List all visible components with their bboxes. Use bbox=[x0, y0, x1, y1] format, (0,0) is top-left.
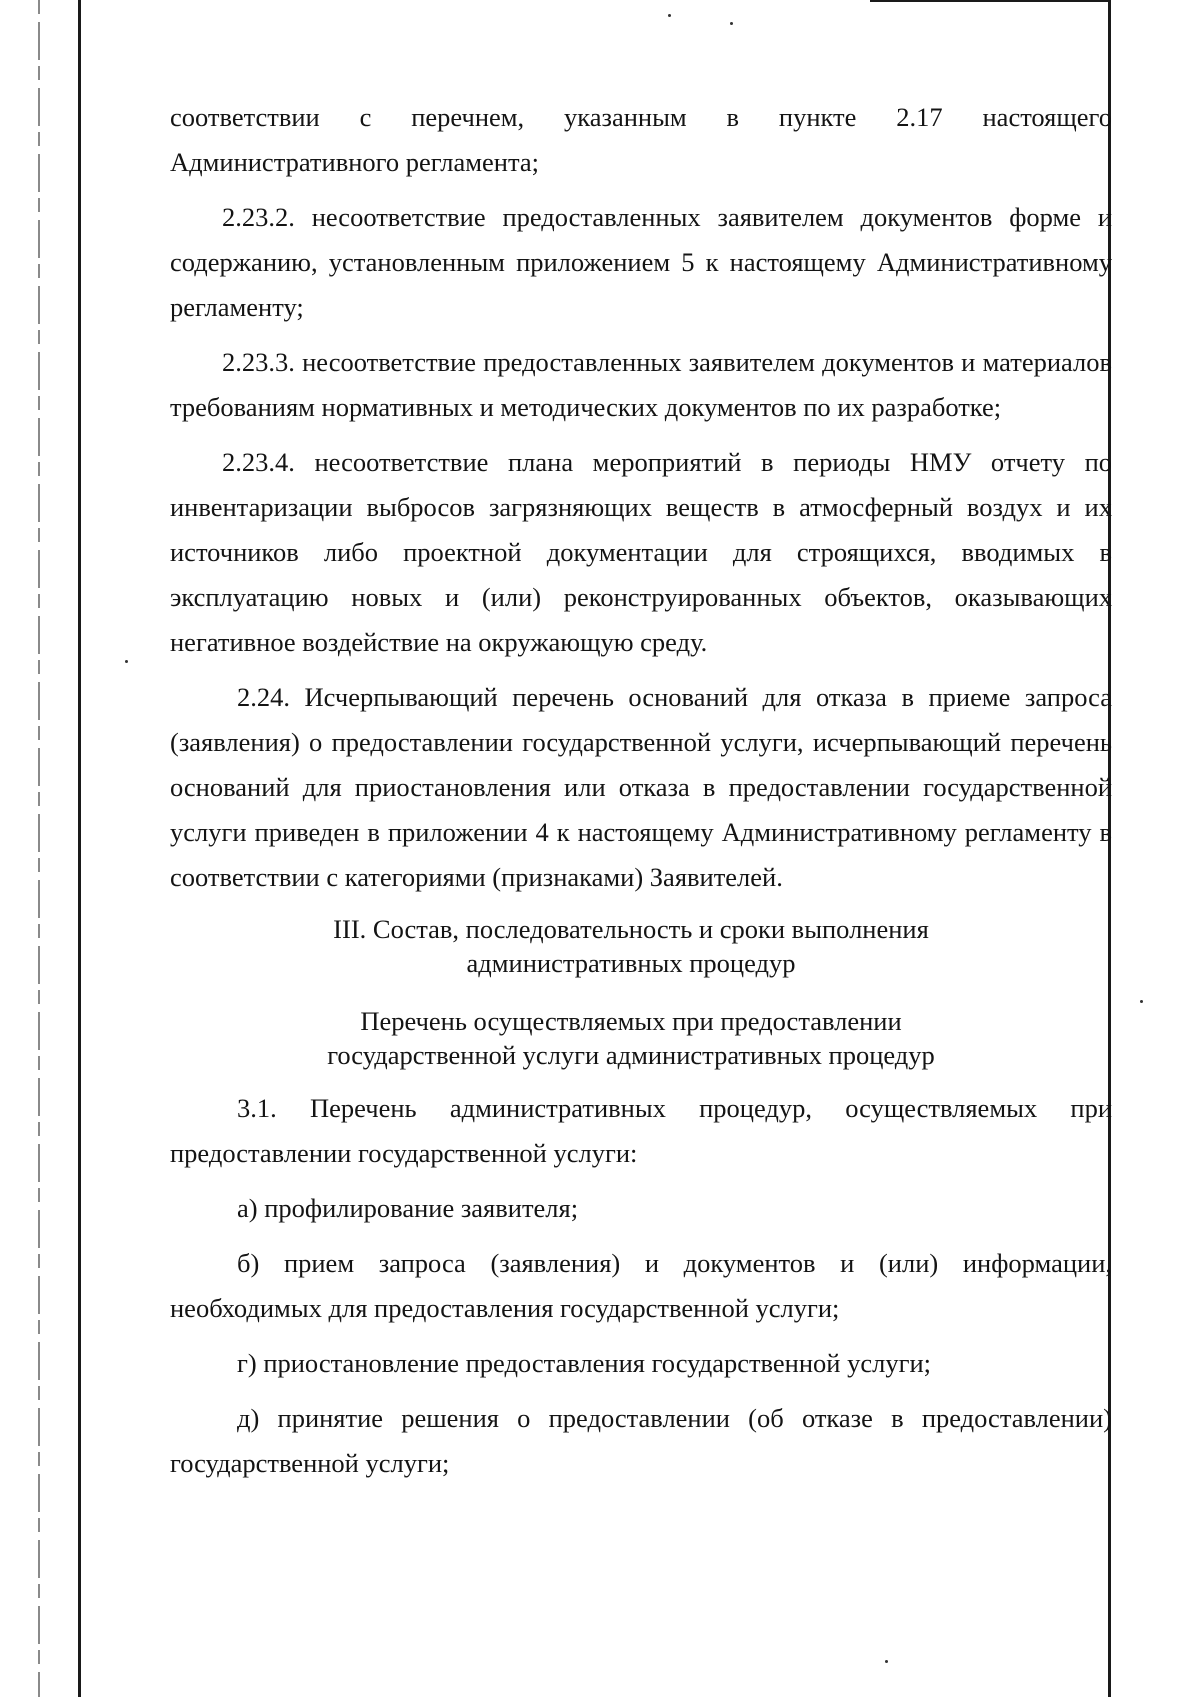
section-heading-line-1: III. Состав, последовательность и сроки выполнения bbox=[333, 914, 929, 944]
scan-edge-left-inner bbox=[78, 0, 81, 1697]
list-item: г) приостановление предоставления государственной услуги; bbox=[237, 1348, 931, 1378]
paragraph-2-23-2: 2.23.2. несоответствие предоставленных заявителем документов форме и содержанию, установленным приложением 5 к настоящему Административному регламенту; bbox=[170, 202, 1112, 322]
list-item: д) принятие решения о предоставлении (об отказе в предоставлении) государственной услуги; bbox=[170, 1403, 1112, 1478]
scan-speck bbox=[125, 660, 128, 663]
paragraph-2-23-3: 2.23.3. несоответствие предоставленных заявителем документов и материалов требованиям нормативных и методических документов по их разработке; bbox=[170, 347, 1112, 422]
paragraph-3-1: 3.1. Перечень административных процедур, осуществляемых при предоставлении государственной услуги: bbox=[170, 1093, 1112, 1168]
scan-speck bbox=[730, 22, 733, 25]
scan-speck bbox=[1140, 1000, 1143, 1003]
scan-edge-left-outer bbox=[38, 0, 40, 1697]
paragraph-2-24: 2.24. Исчерпывающий перечень оснований для отказа в приеме запроса (заявления) о предоставлении государственной услуги, исчерпывающий перечень оснований для приостановления или отказа в предоставлении государственной услуги приведен в приложении 4 к настоящему Административному регламенту в соответствии с категориями (признаками) Заявителей. bbox=[170, 682, 1112, 892]
scan-speck bbox=[668, 14, 671, 17]
scan-edge-top bbox=[870, 0, 1110, 2]
section-heading-line-2: административных процедур bbox=[466, 948, 796, 978]
scan-speck bbox=[885, 1660, 888, 1663]
section-heading bbox=[170, 912, 1112, 980]
document-body bbox=[170, 95, 1112, 1486]
subsection-heading-line-2: государственной услуги административных процедур bbox=[327, 1040, 935, 1070]
list-item: б) прием запроса (заявления) и документов и (или) информации, необходимых для предоставления государственной услуги; bbox=[170, 1248, 1112, 1323]
subsection-heading bbox=[170, 1004, 1112, 1072]
paragraph-2-23-4: 2.23.4. несоответствие плана мероприятий в периоды НМУ отчету по инвентаризации выбросов загрязняющих веществ в атмосферный воздух и их источников либо проектной документации для строящихся, вводимых в эксплуатацию новых и (или) реконструированных объектов, оказывающих негативное воздействие на окружающую среду. bbox=[170, 447, 1112, 657]
paragraph-continuation: соответствии с перечнем, указанным в пункте 2.17 настоящего Административного регламента; bbox=[170, 102, 1112, 177]
list-item: а) профилирование заявителя; bbox=[237, 1193, 579, 1223]
subsection-heading-line-1: Перечень осуществляемых при предоставлении bbox=[360, 1006, 902, 1036]
